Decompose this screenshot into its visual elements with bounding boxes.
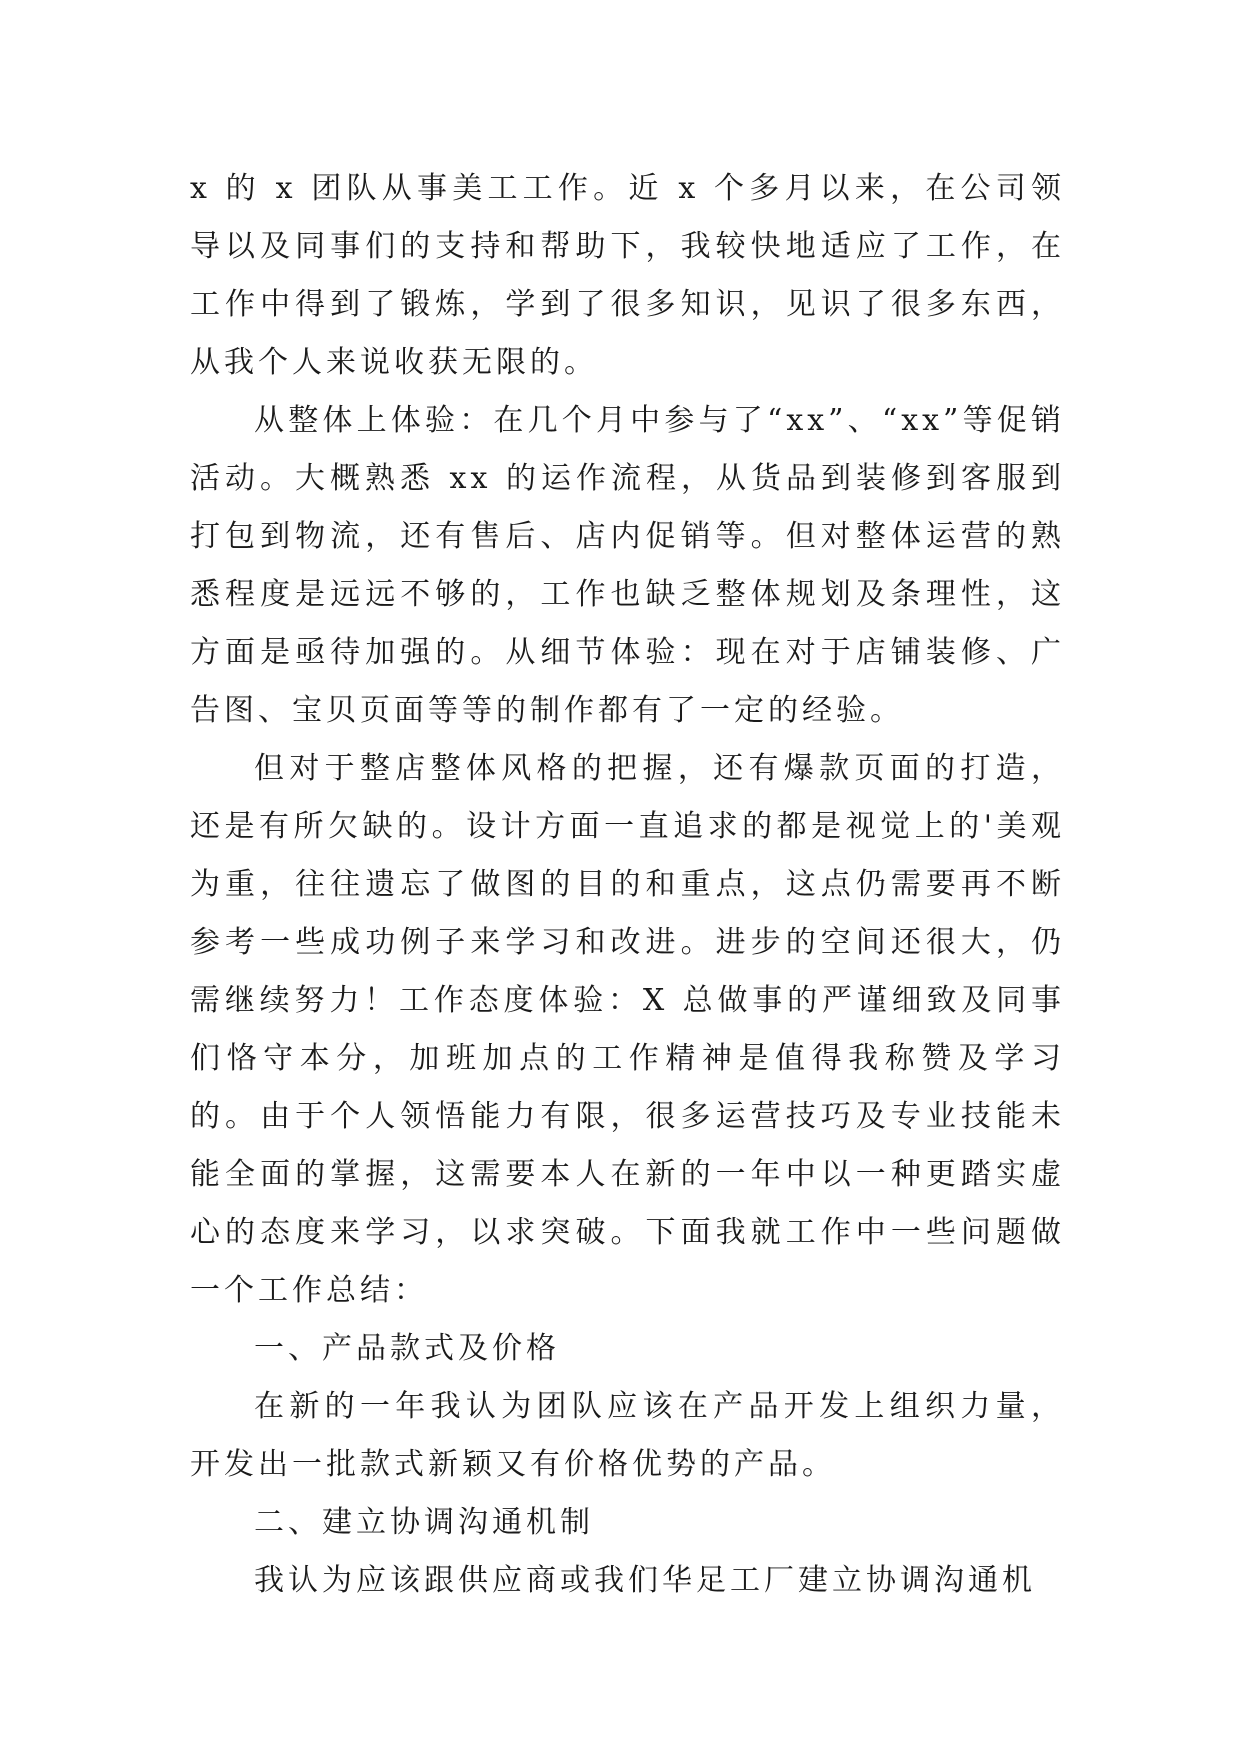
paragraph-overall-experience: 从整体上体验：在几个月中参与了“xx”、“xx”等促销活动。大概熟悉 xx 的运作流程，从货品到装修到客服到打包到物流，还有售后、店内促销等。但对整体运营的熟悉程度是远远不够的，工作也缺乏整体规划及条理性，这方面是亟待加强的。从细节体验：现在对于店铺装修、广告图、宝贝页面等等的制作都有了一定的经验。	[190, 403, 1065, 728]
paragraph-intro: x 的 x 团队从事美工工作。近 x 个多月以来，在公司领导以及同事们的支持和帮助下，我较快地适应了工作，在工作中得到了锻炼，学到了很多知识，见识了很多东西，从我个人来说收获无限的。	[190, 171, 1065, 380]
paragraph-shortcomings: 但对于整店整体风格的把握，还有爆款页面的打造，还是有所欠缺的。设计方面一直追求的都是视觉上的'美观为重，往往遗忘了做图的目的和重点，这点仍需要再不断参考一些成功例子来学习和改进。进步的空间还很大，仍需继续努力！工作态度体验：X 总做事的严谨细致及同事们恪守本分，加班加点的工作精神是值得我称赞及学习的。由于个人领悟能力有限，很多运营技巧及专业技能未能全面的掌握，这需要本人在新的一年中以一种更踏实虚心的态度来学习，以求突破。下面我就工作中一些问题做一个工作总结：	[190, 751, 1065, 1308]
document-body	[190, 160, 1065, 1610]
section-heading-communication-mechanism: 二、建立协调沟通机制	[254, 1505, 594, 1540]
paragraph-supplier-communication: 我认为应该跟供应商或我们华足工厂建立协调沟通机	[254, 1563, 1036, 1598]
paragraph-product-development: 在新的一年我认为团队应该在产品开发上组织力量，开发出一批款式新颖又有价格优势的产品。	[190, 1389, 1065, 1482]
section-heading-product-style-price: 一、产品款式及价格	[254, 1331, 560, 1366]
